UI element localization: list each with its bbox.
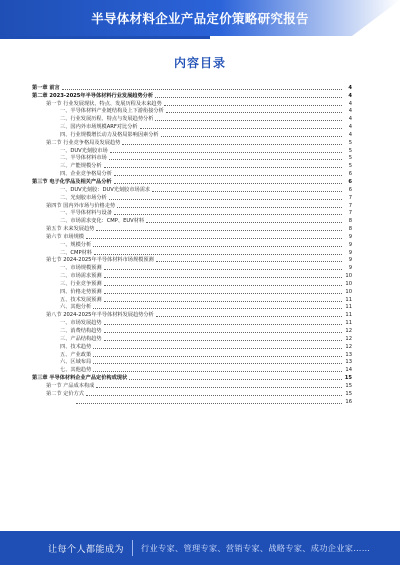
toc-entry[interactable] [32,169,352,177]
toc-page-number: 9 [348,241,352,248]
toc-leader-dots [86,395,342,396]
toc-leader-dots [104,269,342,270]
toc-leader-dots [109,159,342,160]
toc-entry[interactable] [32,201,352,209]
toc-page-number: 7 [348,210,352,217]
toc-entry[interactable] [32,295,352,303]
toc-heading: 内容目录 [173,56,226,70]
toc-leader-dots [93,371,342,372]
toc-leader-dots [96,387,342,388]
header-accent-line [0,36,210,39]
toc-page-number: 12 [345,335,352,342]
table-of-contents [32,83,352,405]
toc-entry[interactable] [32,114,352,122]
toc-leader-dots [114,214,342,215]
toc-entry-label: 第一节 行业发展现状、特点、发展历程及未来趋势 [46,100,162,107]
toc-entry-label: 一、半导体材料与设备 [60,210,112,217]
toc-entry-label: 一、DUV光刻胶市场 [60,147,108,154]
toc-entry[interactable] [32,303,352,311]
toc-leader-dots [140,128,342,129]
toc-entry[interactable] [32,248,352,256]
toc-entry[interactable] [32,177,352,185]
toc-entry[interactable] [32,358,352,366]
toc-page-number: 12 [345,343,352,350]
toc-leader-dots [161,136,342,137]
toc-entry[interactable] [32,138,352,146]
toc-leader-dots [104,301,342,302]
toc-entry[interactable] [32,107,352,115]
toc-page-number: 13 [345,351,352,358]
toc-leader-dots [152,191,342,192]
toc-leader-dots [104,340,342,341]
toc-entry-label: 六、其他分析 [60,304,92,311]
toc-entry[interactable] [32,209,352,217]
footer-divider [132,540,133,556]
toc-page-number: 11 [345,320,352,327]
toc-page-number: 5 [348,147,352,154]
toc-page-number: 4 [348,84,352,91]
toc-entry[interactable] [32,365,352,373]
toc-entry[interactable] [32,154,352,162]
toc-entry-label: 二、市场需求变化：CMP、EUV材料 [60,218,145,225]
toc-entry-label: 第八节 2024-2025年半导体材料发展趋势分析 [46,312,154,319]
toc-page-number: 11 [345,312,352,319]
toc-page-number: 7 [348,194,352,201]
toc-entry[interactable] [32,350,352,358]
toc-leader-dots [129,379,342,380]
toc-page-number: 12 [345,328,352,334]
toc-entry-label: 第一节 产品成本构成 [46,382,95,389]
toc-entry[interactable] [32,122,352,130]
toc-leader-dots [109,199,342,200]
toc-entry-label: 一、规模分析 [60,241,92,248]
toc-page-number: 16 [345,398,352,405]
footer-slogan: 让每个人都能成为 [48,544,125,555]
toc-page-number: 11 [345,304,352,311]
toc-leader-dots [93,348,342,349]
toc-entry-label: 一、DUV光刻胶：DUV光刻胶市场需求 [60,186,151,193]
toc-entry[interactable] [32,310,352,318]
toc-entry-label: 四、技术趋势 [60,343,92,350]
toc-entry-label: 三、行业竞争预测 [60,280,102,287]
toc-leader-dots [104,324,342,325]
toc-page-number: 4 [348,131,352,138]
toc-leader-dots [93,363,342,364]
toc-page-number: 15 [345,390,352,397]
toc-page-number: 4 [348,116,352,123]
toc-page-number: 10 [345,273,352,280]
toc-entry[interactable] [32,326,352,334]
toc-page-number: 8 [348,226,352,233]
toc-entry-label: 三、产能规模分析 [60,163,102,170]
toc-entry-label: 四、行业规模增长动力及格局影响因素分析 [60,131,159,138]
toc-leader-dots [93,308,342,309]
toc-leader-dots [86,238,342,239]
toc-leader-dots [104,293,342,294]
toc-leader-dots [76,403,342,404]
toc-entry[interactable] [32,91,352,99]
toc-entry-label: 第四节 国内外市场与价格走势 [46,202,116,209]
toc-entry-label: 五、产业政策 [60,351,92,358]
toc-page-number: 8 [348,218,352,225]
toc-entry-label: 三、产品结构趋势 [60,335,102,342]
toc-entry-label: 第三章 半导体材料企业产品定价构成现状 [32,375,128,382]
toc-page-number: 10 [345,280,352,287]
toc-leader-dots [155,97,342,98]
toc-entry[interactable] [32,83,352,91]
toc-entry-label: 五、技术发展预测 [60,296,102,303]
toc-entry-label: 第二节 行业竞争格局及发展趋势 [46,139,121,146]
toc-entry-label: 二、光刻胶市场分析 [60,194,107,201]
toc-entry-label: 第三节 电子化学品及相关产品分析 [32,178,112,185]
toc-entry-label: 二、半导体材料市场 [60,155,107,162]
toc-leader-dots [114,183,342,184]
toc-entry-label: 二、CMP材料 [60,249,92,256]
toc-page-number: 14 [345,367,352,374]
toc-entry-label: 二、行业发展历程、特点与发展趋势分析 [60,116,154,123]
toc-entry[interactable] [32,256,352,264]
toc-leader-dots [166,112,342,113]
toc-page-number: 9 [348,249,352,256]
toc-page-number: 9 [348,265,352,272]
toc-entry-label: 一、半导体材料产业链结构及上下游衔接分析 [60,108,164,115]
toc-leader-dots [122,144,342,145]
toc-entry[interactable] [32,99,352,107]
toc-page-number: 15 [345,382,352,389]
toc-entry[interactable] [32,287,352,295]
toc-leader-dots [96,230,342,231]
toc-entry-label: 四、企业竞争格局分析 [60,171,112,178]
report-title: 半导体材料企业产品定价策略研究报告 [91,11,309,26]
toc-page-number: 5 [348,155,352,162]
toc-entry[interactable] [32,216,352,224]
toc-page-number: 4 [348,124,352,131]
toc-entry-label: 第一章 前言 [32,84,60,91]
toc-page-number: 4 [348,108,352,115]
toc-entry[interactable] [32,232,352,240]
toc-entry[interactable] [32,146,352,154]
page-header [0,0,400,36]
toc-entry-label: 一、市场规模预测 [60,265,102,272]
toc-entry[interactable] [32,263,352,271]
toc-page-number: 5 [348,139,352,146]
toc-page-number: 13 [345,359,352,366]
toc-leader-dots [110,152,342,153]
toc-leader-dots [114,175,342,176]
toc-entry-label: 一、市场发展趋势 [60,320,102,327]
toc-entry[interactable] [32,389,352,397]
toc-entry[interactable] [32,279,352,287]
toc-page-number: 10 [345,288,352,295]
toc-entry-label: 六、区域布局 [60,359,92,366]
toc-leader-dots [164,105,342,106]
toc-page-number: 7 [348,202,352,209]
toc-leader-dots [155,120,342,121]
toc-entry-label: 第六节 市场规模 [46,233,84,240]
toc-entry[interactable] [32,397,352,405]
toc-entry-label: 七、其他趋势 [60,367,92,374]
toc-entry[interactable] [32,318,352,326]
toc-page-number: 9 [348,233,352,240]
toc-entry[interactable] [32,342,352,350]
toc-leader-dots [93,246,342,247]
toc-entry-label: 二、消费结构趋势 [60,328,102,334]
toc-page-number: 6 [348,186,352,193]
toc-entry-label: 第二章 2023-2025年半导体材料行业发展趋势分析 [32,92,154,99]
toc-entry-label: 第五节 未来发展趋势 [46,226,95,233]
toc-entry[interactable] [32,381,352,389]
toc-entry-label: 第二节 定价方式 [46,390,84,397]
footer-tagline: 行业专家、管理专家、营销专家、战略专家、成功企业家…… [141,542,371,553]
toc-leader-dots [104,167,342,168]
toc-entry-label: 二、市场需求预测 [60,273,102,280]
toc-entry[interactable] [32,161,352,169]
toc-page-number: 6 [348,178,352,185]
toc-entry-label: 第七节 2024-2025年半导体材料市场规模预测 [46,257,154,264]
toc-entry[interactable] [32,240,352,248]
toc-page-number: 4 [348,92,352,99]
toc-entry[interactable] [32,334,352,342]
toc-leader-dots [104,277,342,278]
toc-leader-dots [93,356,342,357]
toc-leader-dots [62,89,342,90]
toc-leader-dots [146,222,342,223]
toc-page-number: 5 [348,163,352,170]
toc-leader-dots [156,261,342,262]
toc-entry[interactable] [32,373,352,381]
toc-entry-label: 三、国内外市场规模ARF对比分析 [60,124,138,131]
toc-leader-dots [117,207,342,208]
toc-entry[interactable] [32,224,352,232]
toc-page-number: 9 [348,257,352,264]
toc-leader-dots [104,285,342,286]
toc-entry[interactable] [32,271,352,279]
toc-page-number: 6 [348,171,352,178]
toc-page-number: 4 [348,100,352,107]
toc-entry-label: 四、价格走势预测 [60,288,102,295]
toc-leader-dots [104,332,342,333]
toc-page-number: 15 [344,375,352,382]
toc-entry[interactable] [32,130,352,138]
toc-entry[interactable] [32,185,352,193]
toc-leader-dots [94,254,342,255]
toc-entry[interactable] [32,193,352,201]
toc-leader-dots [156,316,342,317]
toc-page-number: 11 [345,296,352,303]
page-footer [0,531,400,565]
